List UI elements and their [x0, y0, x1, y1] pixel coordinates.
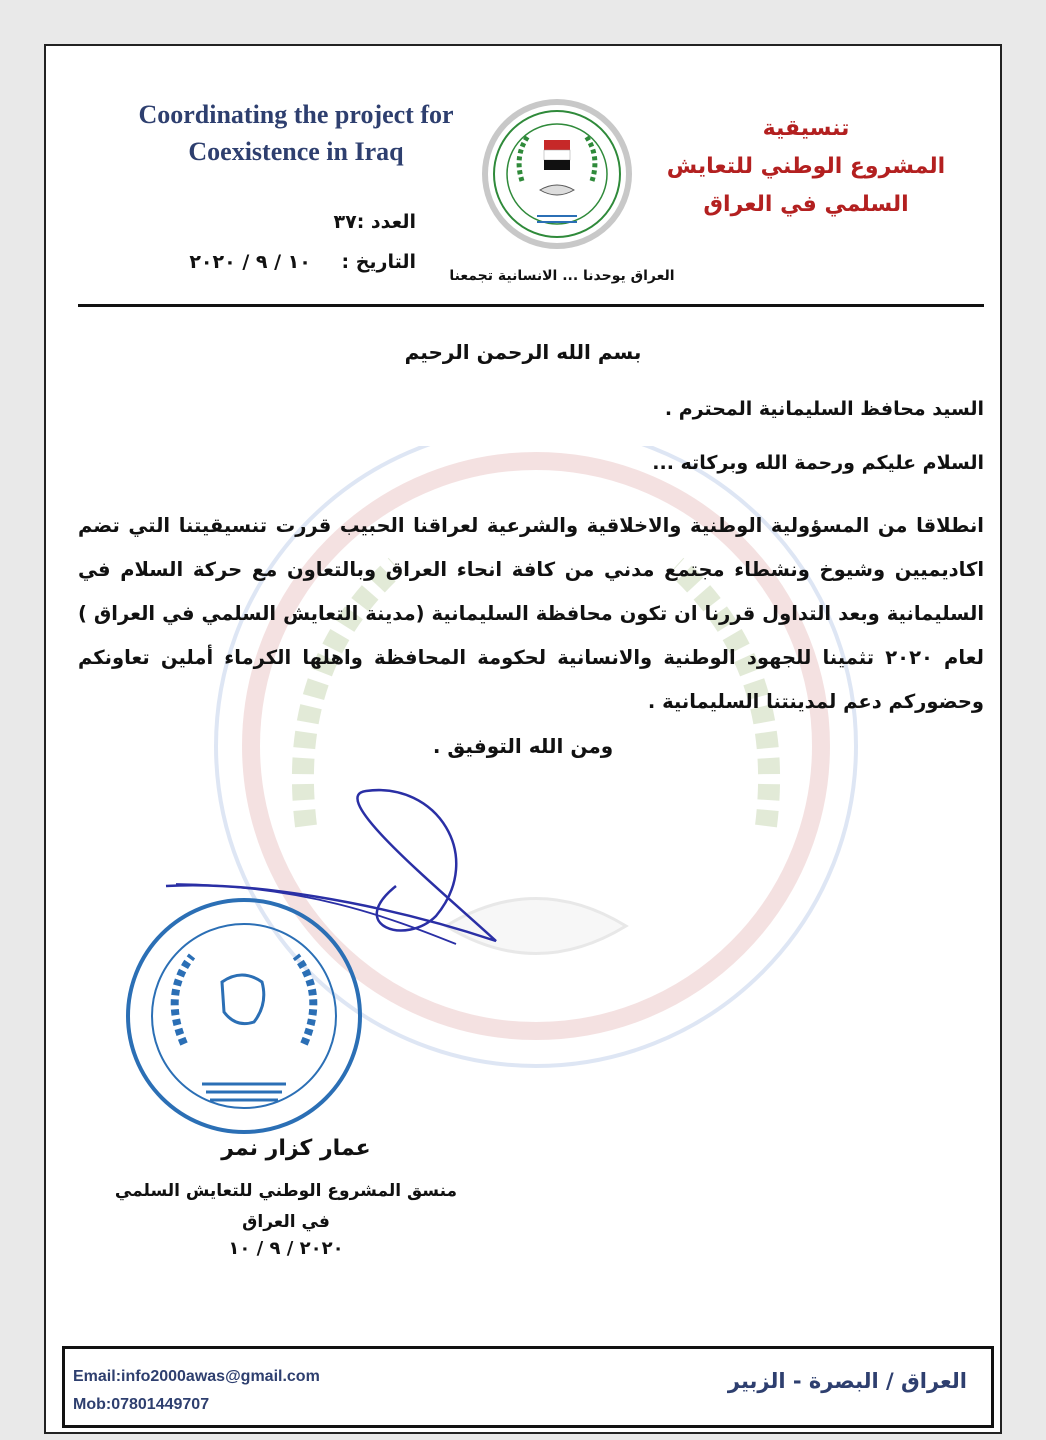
footer-address: العراق / البصرة - الزبير: [727, 1369, 967, 1393]
footer-box: [62, 1346, 994, 1428]
organization-logo: [482, 86, 632, 286]
slogan-text: العراق يوحدنا ... الانسانية تجمعنا: [449, 268, 675, 284]
letter-body-paragraph: انطلاقا من المسؤولية الوطنية والاخلاقية والشرعية لعراقنا الحبيب قررت تنسيقيتنا التي تضم اكاديميين وشيوخ ونشطاء مجتمع مدني من كافة انحاء العراق وبالتعاون مع حركة السلام في السليمانية وبعد التداول قررنا ان تكون محافظة السليمانية (مدينة التعايش السلمي في العراق ) لعام ٢٠٢٠ تثمينا للجهود الوطنية والانسانية لحكومة المحافظة واهلها الكرماء أملين تعاونكم وحضوركم دعم لمدينتنا السليمانية .: [78, 514, 984, 713]
footer-email: Email:info2000awas@gmail.com: [73, 1368, 320, 1385]
footer-contact: [73, 1363, 320, 1419]
signatory-title: [96, 1176, 476, 1238]
letter-date: [86, 251, 416, 273]
reference-number: العدد :٣٧: [333, 211, 416, 233]
arabic-title-line3: السلمي في العراق: [703, 192, 909, 217]
closing-line: ومن الله التوفيق .: [432, 734, 614, 758]
basmala: بسم الله الرحمن الرحيم: [404, 340, 642, 364]
signatory-title-line1: منسق المشروع الوطني للتعايش السلمي: [114, 1181, 458, 1201]
recipient-line: السيد محافظ السليمانية المحترم .: [664, 398, 984, 420]
signatory-title-line2: في العراق: [242, 1212, 330, 1232]
arabic-header-title: [656, 110, 956, 224]
arabic-title-line1: تنسيقية: [762, 116, 850, 141]
greeting-line: السلام عليكم ورحمة الله وبركاته ...: [652, 452, 984, 474]
official-stamp: [122, 894, 366, 1138]
english-header-title: [106, 96, 486, 170]
english-title-line2: Coexistence in Iraq: [188, 137, 404, 166]
date-value: ١٠ / ٩ / ٢٠٢٠: [189, 251, 311, 273]
english-title-line1: Coordinating the project for: [138, 100, 454, 129]
signature-date: ٢٠٢٠ / ٩ / ١٠: [228, 1238, 344, 1259]
letter-page: [44, 44, 1002, 1434]
header-divider: [78, 304, 984, 307]
date-label: التاريخ :: [341, 251, 416, 273]
footer-mobile: Mob:07801449707: [73, 1396, 210, 1413]
arabic-title-line2: المشروع الوطني للتعايش: [666, 154, 946, 179]
signatory-name: عمار كزار نمر: [221, 1136, 371, 1161]
